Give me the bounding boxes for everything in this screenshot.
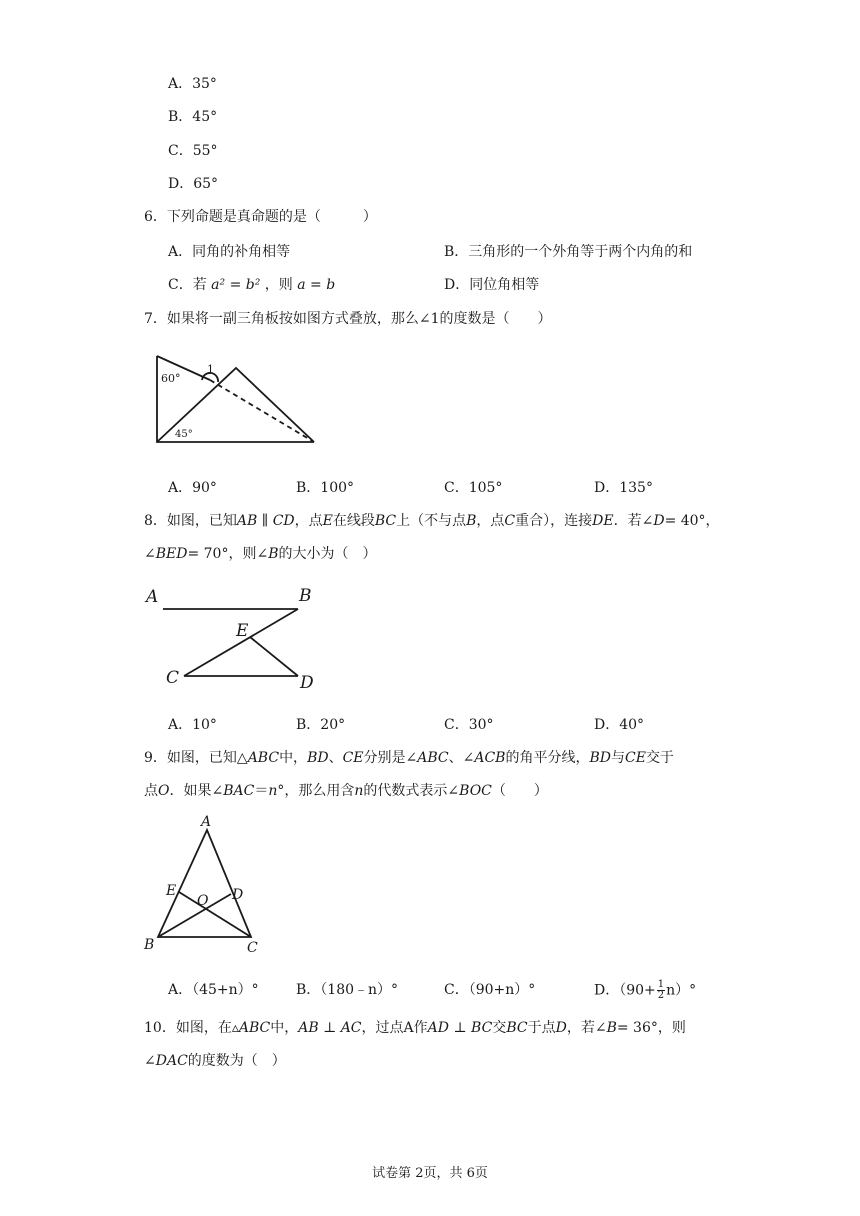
q9-option-d-start: D．（90+ [594,982,656,999]
q8-option-a: A．10° [168,717,217,733]
q9-var: BD [589,750,611,766]
fraction-denominator: 2 [657,990,665,1001]
q10-text: ，若∠ [566,1020,607,1036]
q10-var: BC [506,1020,528,1036]
q7-stem: 7．如果将一副三角板按如图方式叠放，那么∠1的度数是（ ） [144,311,552,327]
q9-text: 分别是∠ [363,750,418,766]
q6-option-c-expr2: a = b [297,277,336,293]
q9-text: 、 [328,750,343,766]
q7-figure [148,348,324,448]
q8-var: BC [374,513,397,529]
q9-var: ABC [417,750,449,766]
q8-var: B [268,546,279,562]
q9-label-a: A [201,814,212,830]
q6-option-c-expr1: a² = b² [211,277,261,293]
q9-text: 点 [144,783,158,799]
q9-var: BD [307,750,329,766]
q9-text: 、∠ [448,750,475,766]
q10-text: 中， [270,1020,299,1036]
q6-option-b: B．三角形的一个外角等于两个内角的和 [444,244,693,260]
q8-var: BED [155,546,188,562]
q10-text: 交 [492,1020,507,1036]
q7-label-60: 60° [161,372,181,385]
q8-var: C [504,513,516,529]
page-footer: 试卷第 2页，共 6页 [372,1166,488,1181]
q9-label-o: O [197,893,209,909]
q8-text: 上（不与点 [396,513,467,529]
q9-option-b: B．（180﹣n）° [296,982,399,998]
q8-var: B [466,513,477,529]
q9-label-e: E [166,883,177,899]
q10-text: ，过点A作 [361,1020,428,1036]
q8-var: E [322,513,333,529]
q7-option-b: B．100° [296,480,355,496]
q8-text: ．若∠ [613,513,654,529]
q9-stem-line1 [144,748,674,768]
q9-var: CE [625,750,646,766]
q7-option-a: A．90° [168,480,217,496]
q6-option-c-mid: ，则 [264,277,293,293]
q9-text: °，那么用含 [277,783,355,799]
q8-option-c: C．30° [444,717,494,733]
q6-option-a: A．同角的补角相等 [168,244,291,260]
q10-text: 于点 [527,1020,556,1036]
q10-stem-line2 [144,1051,286,1071]
q7-label-45: 45° [175,429,193,440]
q7-option-c: C．105° [444,480,503,496]
q9-text: （ ） [491,783,548,799]
q8-label-c: C [166,668,180,688]
q8-stem-line1 [144,511,720,531]
q10-expr: AD ⊥ BC [427,1020,493,1036]
q8-text: ，点 [294,513,323,529]
q9-text: 交于 [645,750,674,766]
q9-stem-line2 [144,781,548,801]
q9-label-d: D [232,887,244,903]
q8-text: ∠ [144,546,156,562]
q9-var: ACB [474,750,506,766]
q8-text: 重合），连接 [515,513,593,529]
q9-option-d-fraction [657,980,665,1001]
q9-var: BAC [223,783,255,799]
q8-option-b: B．20° [296,717,346,733]
q6-option-c [168,275,335,295]
q8-option-d: D．40° [594,717,645,733]
q8-text: 8．如图，已知 [144,513,237,529]
q10-var: DAC [155,1053,188,1069]
q9-option-d [594,980,696,1001]
q10-var: B [606,1020,617,1036]
q8-var: D [653,513,665,529]
q9-figure [138,812,268,958]
q9-var: O [158,783,170,799]
q8-var: DE [592,513,614,529]
q5-option-a: A．35° [168,76,217,92]
q9-line-bd [158,894,231,937]
q8-text: 在线段 [332,513,375,529]
q9-label-b: B [144,937,155,953]
fraction-numerator: 1 [657,979,665,990]
q9-label-c: C [247,940,258,956]
q8-label-d: D [300,673,314,693]
q8-label-e: E [236,621,249,641]
q5-option-b: B．45° [168,109,218,125]
q8-expr: AB ∥ CD [236,513,295,529]
q8-line-ed [250,637,298,676]
q9-text: 的角平分线， [505,750,590,766]
q10-stem-line1 [144,1018,686,1038]
q10-text: 的度数为（ ） [187,1053,286,1069]
q7-label-1: 1 [207,363,214,376]
q9-option-d-end: n）° [666,982,697,999]
q9-text: ＝ [254,783,269,799]
q10-var: D [555,1020,567,1036]
q9-var: CE [342,750,364,766]
q8-stem-line2 [144,544,377,564]
q8-label-b: B [299,586,312,606]
q8-text: = 70°，则∠ [187,546,269,562]
q9-var: n [268,783,278,799]
q6-option-d: D．同位角相等 [444,277,540,293]
q9-option-c: C．（90+n）° [444,982,536,998]
q8-label-a: A [146,587,159,607]
q8-figure [138,580,328,698]
q10-var: ▵ABC [231,1020,271,1036]
q9-text: 与 [611,750,625,766]
q7-hidden-edge [210,380,314,442]
q8-text: ，点 [476,513,505,529]
q9-text: 9．如图，已知△ [144,750,248,766]
q9-var: n [354,783,364,799]
q10-text: ∠ [144,1053,156,1069]
q10-text: 10．如图，在 [144,1020,232,1036]
q9-text: 中， [279,750,308,766]
q9-option-a: A．（45+n）° [168,982,259,998]
q9-var: ABC [247,750,280,766]
q9-text: 的代数式表示∠ [363,783,460,799]
q5-option-d: D．65° [168,176,219,192]
q6-option-c-prefix: C．若 [168,277,207,293]
q7-option-d: D．135° [594,480,653,496]
q10-expr: AB ⊥ AC [298,1020,362,1036]
q8-text: 的大小为（ ） [278,546,377,562]
q8-text: = 40°， [664,513,720,529]
q9-text: ．如果∠ [169,783,224,799]
q10-text: = 36°，则 [616,1020,686,1036]
q8-line-bc [184,609,298,676]
q6-stem: 6．下列命题是真命题的是（ ） [144,209,377,225]
q9-var: BOC [459,783,492,799]
q5-option-c: C．55° [168,143,218,159]
